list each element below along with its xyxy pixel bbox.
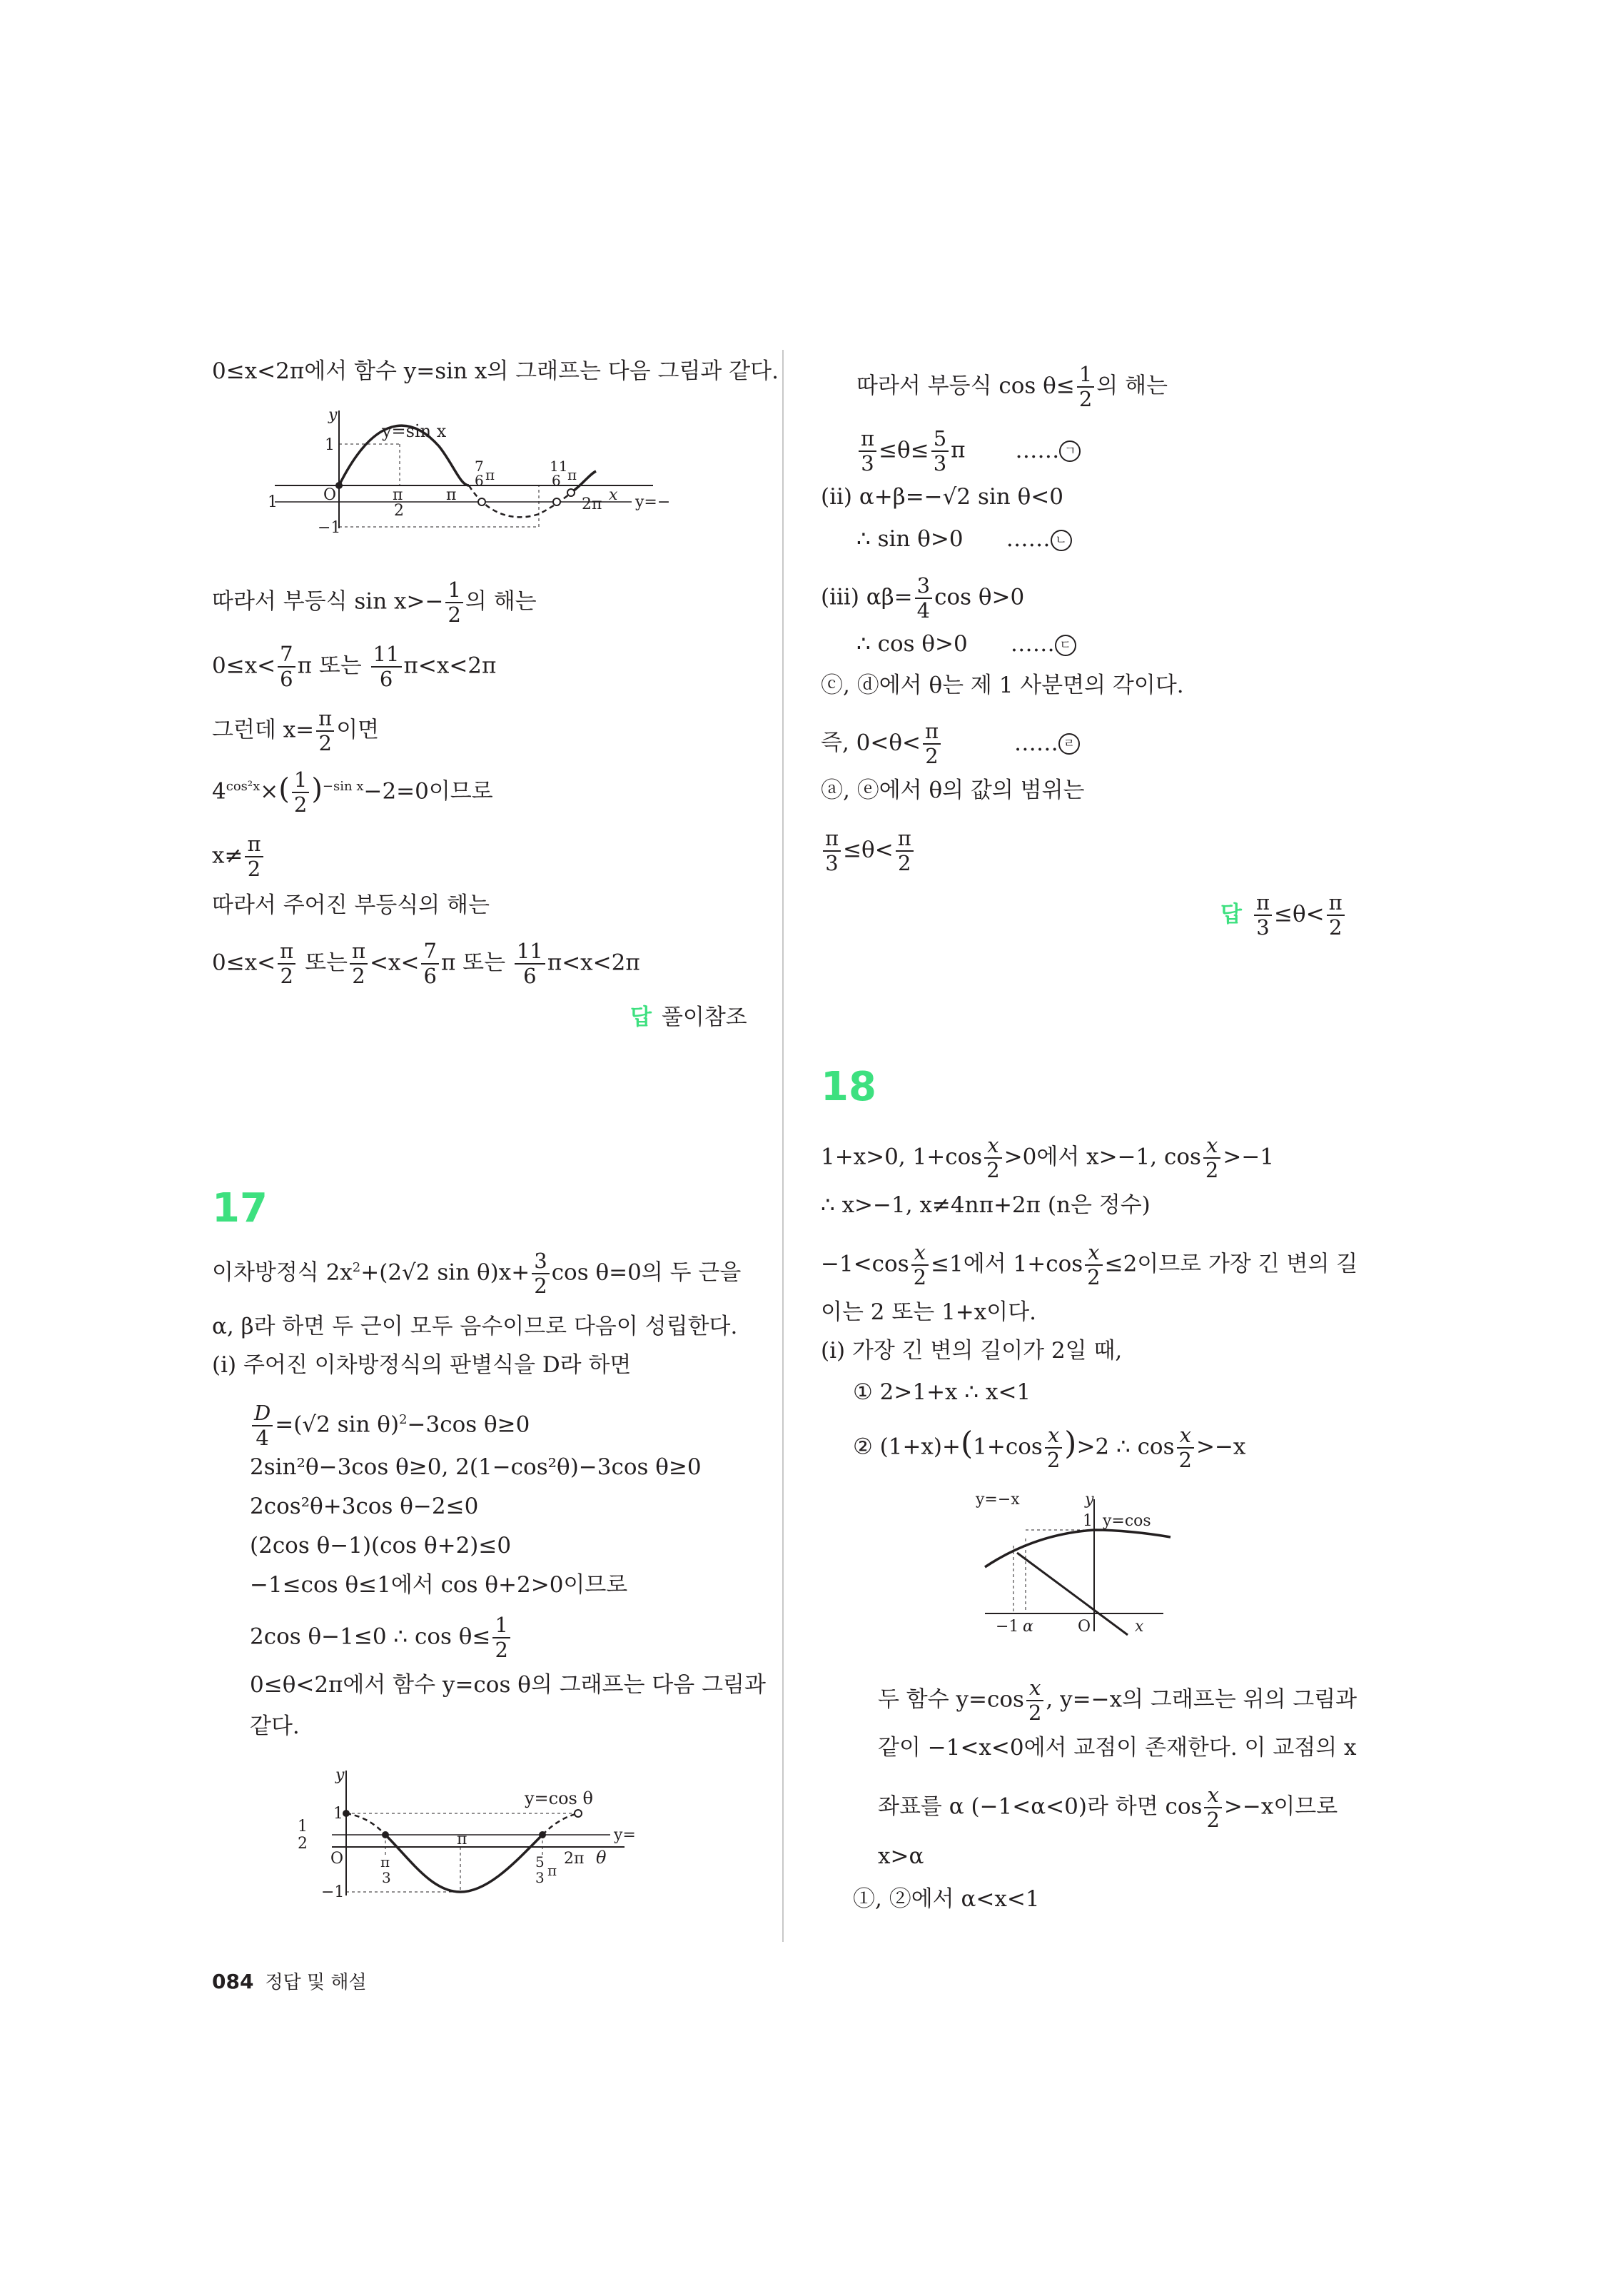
five-label: 5 [535, 1853, 545, 1870]
cosine-line-graph [974, 1489, 1203, 1638]
origin-label: O [1078, 1618, 1091, 1636]
text-line: $\frac{\pi}{3}$ ≤θ≤ $\frac{5}{3}$ π …… ㄱ [856, 428, 1081, 474]
text-line: 따라서 주어진 부등식의 해는 [212, 892, 490, 918]
text-line: ∴ sin θ>0 …… ㄴ [856, 525, 1072, 553]
half-num: 1 [298, 1818, 308, 1836]
text-line: x>α [878, 1843, 924, 1869]
curve-label: y=cos θ [525, 1788, 593, 1808]
text-line: 2sin²θ−3cos θ≥0, 2(1−cos²θ)−3cos θ≥0 [250, 1454, 702, 1480]
answer-1: 답 풀이참조 [630, 1004, 747, 1030]
text-line: 1+x>0, 1+cos $\frac{x}{2}$ >0에서 x>−1, cos $\frac{x}{2}$ >−1 [821, 1133, 1275, 1182]
text-line: α, β라 하면 두 근이 모두 음수이므로 다음이 성립한다. [212, 1314, 738, 1339]
page-footer [212, 1968, 367, 1994]
text-line: 즉, 0<θ< $\frac{\pi}{2}$ …… ㄹ [821, 721, 1080, 767]
text-line: $\frac{D}{4}$ =(√2 sin θ)$^2$−3cos θ≥0 [250, 1403, 530, 1449]
curve-label: y=cos [1103, 1512, 1151, 1530]
tick-one: 1 [325, 436, 335, 454]
text-line: ⓒ, ⓓ에서 θ는 제 1 사분면의 각이다. [821, 673, 1184, 698]
alpha-label: α [1023, 1618, 1033, 1636]
footer-title: 정답 및 해설 [265, 1972, 367, 1993]
eleven-pi: π [567, 466, 577, 483]
origin-label: O [323, 486, 337, 504]
text-line: 2cos θ−1≤0 ∴ cos θ≤ $\frac{1}{2}$ [250, 1615, 512, 1661]
text-line: ∴ cos θ>0 …… ㄷ [856, 630, 1076, 658]
text-line: ① 2>1+x ∴ x<1 [853, 1379, 1031, 1405]
text-line: (2cos θ−1)(cos θ+2)≤0 [250, 1533, 512, 1559]
seven-pi: π [485, 466, 495, 483]
text-line: ∴ x>−1, x≠4nπ+2π (n은 정수) [821, 1192, 1151, 1218]
text-line: −1<cos $\frac{x}{2}$ ≤1에서 1+cos $\frac{x}{2}$ ≤2이므로 가장 긴 변의 길 [821, 1240, 1358, 1289]
pi-label: π [446, 486, 457, 504]
two-pi-label: 2π [582, 495, 602, 513]
origin-label: O [330, 1850, 344, 1868]
seven-label: 7 [475, 458, 484, 475]
x-axis-label: x [1135, 1618, 1144, 1636]
text-line: $4^{cos^2x}\times$( $\frac{1}{2}$ )$^{-sin x}$−2=0이므로 [212, 767, 493, 817]
text-line: 좌표를 α (−1<α<0)라 하면 cos $\frac{x}{2}$ >−x이므로 [878, 1783, 1338, 1832]
text-line: 그런데 x= $\frac{\pi}{2}$ 이면 [212, 706, 380, 755]
text-line: 0≤θ<2π에서 함수 y=cos θ의 그래프는 다음 그림과 [250, 1672, 766, 1698]
six-label-2: 6 [552, 472, 561, 489]
tick-neg-one: −1 [996, 1618, 1019, 1636]
half-pi-den: 2 [394, 502, 404, 520]
tick-one: 1 [333, 1805, 343, 1823]
half-pi-num: π [393, 486, 403, 504]
y-axis-label: y [335, 1766, 345, 1784]
tick-neg-one: −1 [318, 519, 341, 535]
eleven-label: 11 [550, 458, 568, 475]
text-line: (i) 가장 긴 변의 길이가 2일 때, [821, 1338, 1123, 1364]
text-line: 따라서 부등식 sin x>− $\frac{1}{2}$ 의 해는 [212, 578, 537, 627]
half-den: 2 [298, 1835, 308, 1853]
six-label: 6 [475, 472, 484, 489]
text-line: x≠ $\frac{\pi}{2}$ [212, 834, 266, 880]
text-line: 2cos²θ+3cos θ−2≤0 [250, 1494, 479, 1519]
tick-one: 1 [1083, 1512, 1093, 1530]
text-line: (i) 주어진 이차방정식의 판별식을 D라 하면 [212, 1352, 632, 1378]
text-line: (ii) α+β=−√2 sin θ<0 [821, 484, 1063, 510]
text-line: 이차방정식 $2x^2+(2√2$ sin θ)x+ $\frac{3}{2}$ cos θ=0의 두 근을 [212, 1249, 742, 1298]
problem-number-18: 18 [821, 1064, 876, 1110]
theta-label: θ [596, 1848, 607, 1868]
hline-label: y=− [635, 493, 671, 511]
text-line: 두 함수 y=cos $\frac{x}{2}$ , y=−x의 그래프는 위의 그림과 [878, 1676, 1357, 1725]
three-label: 3 [535, 1869, 545, 1886]
pi-third-num: π [380, 1853, 390, 1870]
text-line: 0≤x< $\frac{\pi}{2}$ 또는 $\frac{\pi}{2}$ <x< $\frac{7}{6}$ π 또는 $\frac{11}{6}$ π<x<2π [212, 939, 640, 988]
text-line: −1≤cos θ≤1에서 cos θ+2>0이므로 [250, 1572, 628, 1598]
neg-half-left-num: 1 [268, 493, 278, 511]
tick-neg-one: −1 [321, 1883, 345, 1901]
text-line: 이는 2 또는 1+x이다. [821, 1299, 1036, 1325]
column-divider [782, 350, 784, 1942]
text-line: 같다. [250, 1713, 300, 1739]
two-pi-label: 2π [564, 1850, 585, 1868]
text-line: 같이 −1<x<0에서 교점이 존재한다. 이 교점의 x [878, 1735, 1357, 1761]
pi-label: π [457, 1831, 467, 1848]
pi-third-den: 3 [382, 1869, 391, 1886]
line-label: y=−x [976, 1491, 1020, 1509]
x-axis-label: x [609, 486, 618, 504]
curve-label: y=sin x [382, 421, 447, 441]
text-line: (iii) αβ= $\frac{3}{4}$ cos θ>0 [821, 573, 1025, 623]
sine-graph [268, 400, 689, 535]
page-number: 084 [212, 1970, 254, 1993]
y-axis-label: y [328, 406, 338, 424]
hline-label: y= [614, 1826, 636, 1844]
text-line: 0≤x<2π에서 함수 y=sin x의 그래프는 다음 그림과 같다. [212, 358, 779, 384]
answer-2: 답 $\frac{\pi}{3}$ ≤θ< $\frac{\pi}{2}$ [1220, 892, 1347, 938]
text-line: 따라서 부등식 cos θ≤ $\frac{1}{2}$ 의 해는 [856, 362, 1168, 411]
text-line: ①, ②에서 α<x<1 [853, 1886, 1040, 1912]
text-line: 0≤x< $\frac{7}{6}$ π 또는 $\frac{11}{6}$ π<x<2π [212, 642, 497, 691]
y-axis-label: y [1085, 1491, 1094, 1509]
problem-number-17: 17 [212, 1185, 268, 1232]
text-line: ⓐ, ⓔ에서 θ의 값의 범위는 [821, 777, 1085, 803]
five-pi: π [547, 1862, 557, 1879]
cosine-graph [296, 1760, 667, 1903]
text-line: $\frac{\pi}{3}$ ≤θ< $\frac{\pi}{2}$ [821, 828, 916, 874]
text-line: ② (1+x)+(1+cos $\frac{x}{2}$ )>2 ∴ cos $\frac{x}{2}$ >−x [853, 1423, 1246, 1472]
